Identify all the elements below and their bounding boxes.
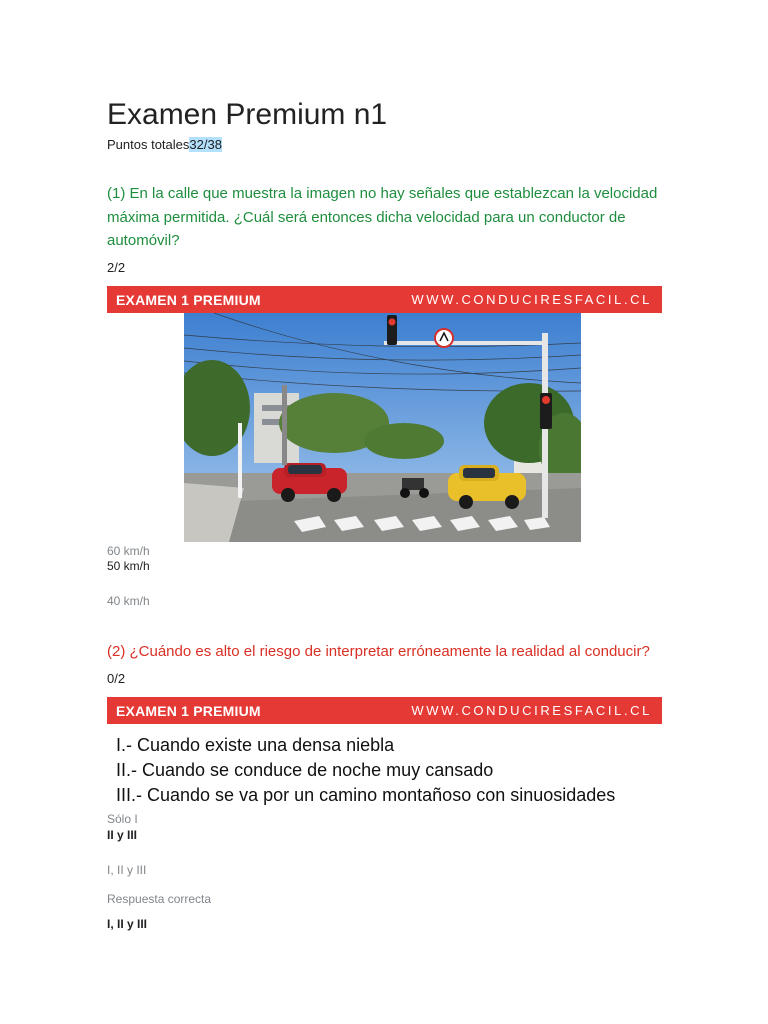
total-score <box>107 137 222 153</box>
question-1-points: 2/2 <box>107 260 126 275</box>
q2-option-1[interactable]: Sólo I <box>107 812 138 826</box>
exam-banner-2 <box>107 697 662 724</box>
question-2-points: 0/2 <box>107 671 126 686</box>
banner-left-text: EXAMEN 1 PREMIUM <box>116 291 261 308</box>
question-1-text: (1) En la calle que muestra la imagen no hay señales que establezcan la velocidad máxima permitida. ¿Cuál será entonces dicha velocidad para un conductor de automóvil? <box>107 185 658 249</box>
score-label: Puntos totales <box>107 137 190 152</box>
q2-option-3[interactable]: I, II y III <box>107 863 147 877</box>
q2-option-2[interactable]: II y III <box>107 828 138 842</box>
banner-right-text: WWW.CONDUCIRESFACIL.CL <box>411 703 652 718</box>
q2-statement-1: I.- Cuando existe una densa niebla <box>116 735 395 755</box>
q2-statement-2: II.- Cuando se conduce de noche muy cansado <box>116 760 494 780</box>
correct-answer-label: Respuesta correcta <box>107 892 212 906</box>
banner-right-text: WWW.CONDUCIRESFACIL.CL <box>411 292 652 307</box>
question-2-text: (2) ¿Cuándo es alto el riesgo de interpretar erróneamente la realidad al conducir? <box>107 643 650 660</box>
q1-option-1[interactable]: 60 km/h <box>107 544 150 558</box>
street-intersection-photo <box>184 313 581 542</box>
q1-option-2[interactable]: 50 km/h <box>107 559 150 573</box>
score-value: 32/38 <box>189 137 222 152</box>
banner-left-text: EXAMEN 1 PREMIUM <box>116 702 261 719</box>
exam-banner-1 <box>107 286 662 313</box>
page-title: Examen Premium n1 <box>107 98 388 131</box>
correct-answer-value: I, II y III <box>107 917 148 931</box>
q1-option-3[interactable]: 40 km/h <box>107 594 150 608</box>
q2-statement-3: III.- Cuando se va por un camino montañoso con sinuosidades <box>116 785 616 805</box>
